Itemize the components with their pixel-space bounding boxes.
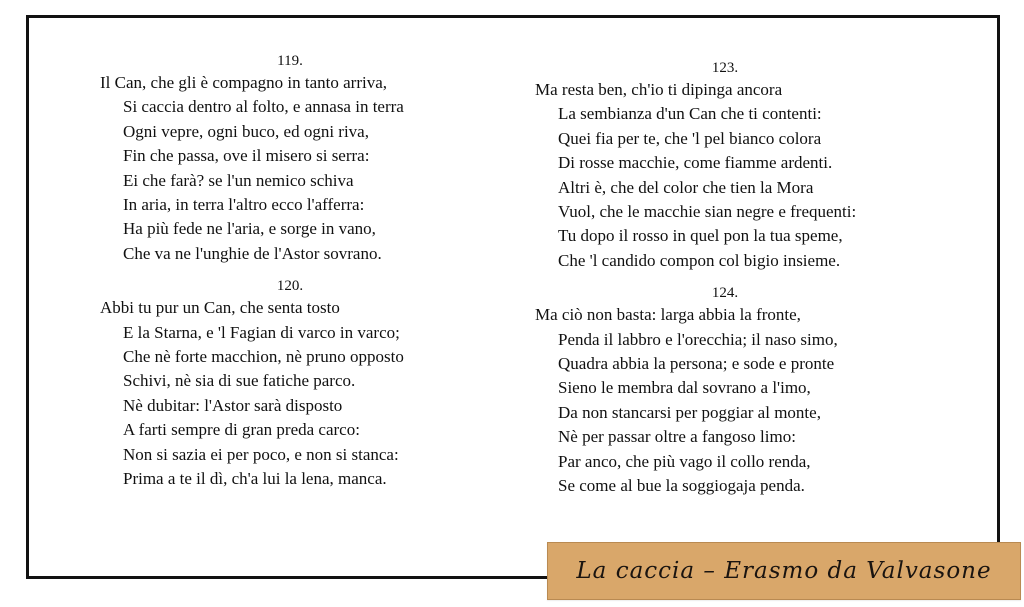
stanza-123 (535, 58, 975, 273)
verse-line: Penda il labbro e l'orecchia; il naso simo, (558, 329, 838, 349)
stanza-number: 124. (711, 285, 739, 302)
verse-line: Che nè forte macchion, nè pruno opposto (123, 347, 404, 367)
verse-line: Quei fia per te, che 'l pel bianco colora (558, 128, 822, 148)
verse-line: Prima a te il dì, ch'a lui la lena, manca. (123, 469, 387, 489)
verse-line: Ha più fede ne l'aria, e sorge in vano, (123, 219, 376, 239)
stanza-119 (100, 51, 540, 266)
stanza-number: 120. (276, 278, 304, 295)
verse-line: Vuol, che le macchie sian negre e frequenti: (558, 202, 857, 222)
stanza-124 (535, 283, 975, 498)
verse-line: Che 'l candido compon col bigio insieme. (558, 250, 841, 270)
verse-line: Quadra abbia la persona; e sode e pronte (558, 354, 835, 374)
verse-line: Il Can, che gli è compagno in tanto arriva, (100, 73, 388, 92)
verse-line: Nè per passar oltre a fangoso limo: (558, 427, 796, 447)
verse-line: Par anco, che più vago il collo renda, (558, 451, 811, 471)
title-caption-banner (547, 542, 1021, 600)
verse-line: Se come al bue la soggiogaja penda. (558, 476, 805, 496)
verse-line: Di rosse macchie, come fiamme ardenti. (558, 153, 833, 173)
verse-line: Non si sazia ei per poco, e non si stanca: (123, 444, 399, 464)
verse-line: Si caccia dentro al folto, e annasa in terra (123, 97, 404, 117)
verse-line: Ma ciò non basta: larga abbia la fronte, (535, 305, 801, 325)
verse-line: Ogni vepre, ogni buco, ed ogni riva, (123, 121, 369, 141)
verse-line: Sieno le membra dal sovrano a l'imo, (558, 378, 811, 398)
verse-line: In aria, in terra l'altro ecco l'afferra: (123, 195, 365, 215)
caption-title: La caccia – Erasmo da Valvasone (576, 558, 992, 584)
verse-line: Tu dopo il rosso in quel pon la tua speme, (558, 226, 843, 246)
verse-line: La sembianza d'un Can che ti contenti: (558, 104, 822, 124)
stanza-number: 119. (277, 53, 303, 69)
verse-line: Abbi tu pur un Can, che senta tosto (100, 298, 340, 318)
verse-line: Da non stancarsi per poggiar al monte, (558, 402, 821, 422)
verse-line: Altri è, che del color che tien la Mora (558, 177, 814, 197)
verse-line: Schivi, nè sia di sue fatiche parco. (123, 371, 356, 391)
verse-line: E la Starna, e 'l Fagian di varco in varco; (123, 322, 400, 342)
stanza-number: 123. (711, 60, 739, 76)
verse-line: Nè dubitar: l'Astor sarà disposto (123, 395, 343, 415)
stanza-120 (100, 276, 540, 491)
verse-line: A farti sempre di gran preda carco: (123, 420, 360, 440)
verse-line: Fin che passa, ove il misero si serra: (123, 146, 370, 166)
verse-line: Ma resta ben, ch'io ti dipinga ancora (535, 80, 783, 99)
verse-line: Che va ne l'unghie de l'Astor sovrano. (123, 243, 382, 263)
left-column (100, 51, 540, 492)
verse-line: Ei che farà? se l'un nemico schiva (123, 170, 354, 190)
right-column (535, 58, 975, 499)
